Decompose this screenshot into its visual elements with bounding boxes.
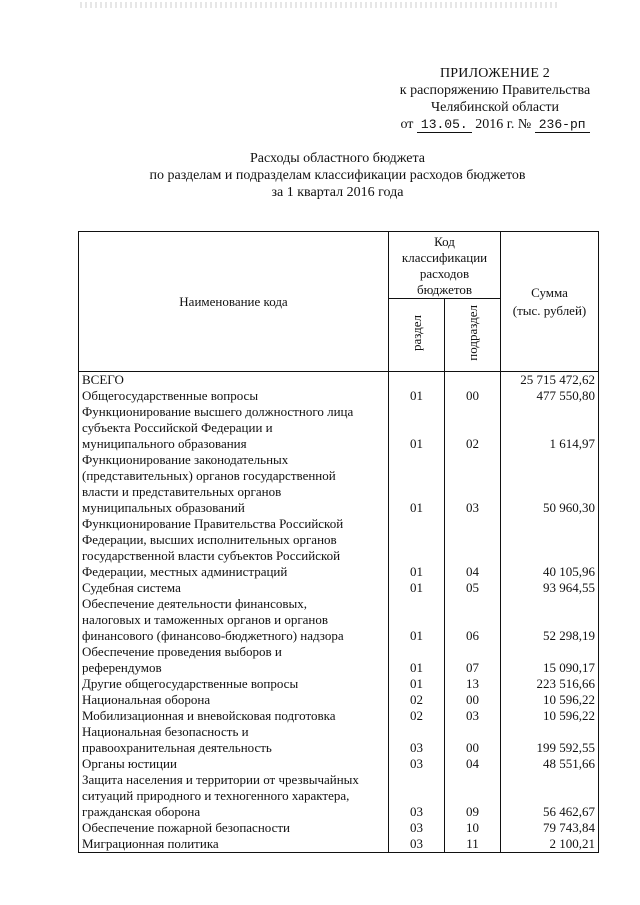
row-name-line: Обеспечение проведения выборов и xyxy=(82,644,282,659)
table-row xyxy=(79,516,599,580)
header-section: раздел xyxy=(389,299,445,372)
row-subsection: 13 xyxy=(445,676,501,692)
row-subsection: 09 xyxy=(445,772,501,820)
row-subsection xyxy=(445,372,501,389)
row-section: 03 xyxy=(389,772,445,820)
header-sum: Сумма (тыс. рублей) xyxy=(501,232,599,372)
budget-table xyxy=(78,231,599,853)
row-name xyxy=(79,644,389,676)
appendix-title: ПРИЛОЖЕНИЕ 2 xyxy=(439,66,551,81)
row-subsection: 04 xyxy=(445,516,501,580)
appendix-line-2: к распоряжению Правительства xyxy=(399,83,591,98)
row-section: 01 xyxy=(389,388,445,404)
year-number-label: 2016 г. № xyxy=(475,117,532,132)
row-name-line: референдумов xyxy=(82,660,162,675)
table-row xyxy=(79,676,599,692)
row-subsection: 00 xyxy=(445,388,501,404)
table-row xyxy=(79,692,599,708)
row-name-line: Миграционная политика xyxy=(82,836,219,851)
row-sum: 52 298,19 xyxy=(501,596,599,644)
table-row xyxy=(79,372,599,389)
row-name xyxy=(79,724,389,756)
row-name xyxy=(79,836,389,853)
row-subsection: 11 xyxy=(445,836,501,853)
row-sum: 50 960,30 xyxy=(501,452,599,516)
row-sum: 10 596,22 xyxy=(501,708,599,724)
row-name-line: Другие общегосударственные вопросы xyxy=(82,676,299,691)
row-name xyxy=(79,708,389,724)
row-subsection: 00 xyxy=(445,724,501,756)
row-sum: 199 592,55 xyxy=(501,724,599,756)
row-subsection: 10 xyxy=(445,820,501,836)
row-name xyxy=(79,692,389,708)
row-subsection: 06 xyxy=(445,596,501,644)
row-sum: 25 715 472,62 xyxy=(501,372,599,389)
row-name-line: Федерации, высших исполнительных органов xyxy=(82,532,337,547)
row-section: 01 xyxy=(389,596,445,644)
table-row xyxy=(79,756,599,772)
row-name-line: Обеспечение деятельности финансовых, xyxy=(82,596,307,611)
row-name-line: ВСЕГО xyxy=(82,372,124,387)
row-subsection: 05 xyxy=(445,580,501,596)
row-name-line: Национальная безопасность и xyxy=(82,724,249,739)
row-section: 01 xyxy=(389,516,445,580)
row-name-line: ситуаций природного и техногенного характера, xyxy=(82,788,350,803)
row-sum: 48 551,66 xyxy=(501,756,599,772)
header-name: Наименование кода xyxy=(79,232,389,372)
row-section: 03 xyxy=(389,836,445,853)
row-section: 01 xyxy=(389,404,445,452)
row-name-line: муниципальных образований xyxy=(82,500,245,515)
row-section: 01 xyxy=(389,676,445,692)
table-row xyxy=(79,644,599,676)
row-section: 01 xyxy=(389,644,445,676)
row-sum: 477 550,80 xyxy=(501,388,599,404)
row-subsection: 03 xyxy=(445,452,501,516)
row-name-line: правоохранительная деятельность xyxy=(82,740,272,755)
row-name-line: гражданская оборона xyxy=(82,804,201,819)
table-row xyxy=(79,708,599,724)
document-title xyxy=(80,150,595,201)
row-section: 03 xyxy=(389,756,445,772)
date-value: 13.05. xyxy=(417,118,472,133)
row-name xyxy=(79,756,389,772)
row-name-line: Судебная система xyxy=(82,580,181,595)
table-row xyxy=(79,452,599,516)
row-name xyxy=(79,388,389,404)
table-row xyxy=(79,724,599,756)
row-name xyxy=(79,516,389,580)
table-row xyxy=(79,596,599,644)
row-name xyxy=(79,820,389,836)
table-row xyxy=(79,580,599,596)
header-code-group: Код классификации расходов бюджетов xyxy=(389,232,501,299)
row-name-line: Мобилизационная и вневойсковая подготовка xyxy=(82,708,336,723)
row-name-line: власти и представительных органов xyxy=(82,484,282,499)
row-section: 02 xyxy=(389,708,445,724)
row-sum: 79 743,84 xyxy=(501,820,599,836)
row-name-line: Федерации, местных администраций xyxy=(82,564,288,579)
row-name xyxy=(79,772,389,820)
table-body xyxy=(79,372,599,853)
table-row xyxy=(79,388,599,404)
row-name xyxy=(79,452,389,516)
row-section: 02 xyxy=(389,692,445,708)
row-section: 01 xyxy=(389,452,445,516)
row-name-line: Функционирование Правительства Российской xyxy=(82,516,344,531)
row-name xyxy=(79,372,389,389)
row-name xyxy=(79,596,389,644)
row-sum: 15 090,17 xyxy=(501,644,599,676)
table-row xyxy=(79,836,599,853)
appendix-block xyxy=(370,65,620,133)
row-sum: 56 462,67 xyxy=(501,772,599,820)
row-name-line: Функционирование законодательных xyxy=(82,452,289,467)
row-sum: 10 596,22 xyxy=(501,692,599,708)
row-subsection: 03 xyxy=(445,708,501,724)
row-name-line: финансового (финансово-бюджетного) надзора xyxy=(82,628,344,643)
appendix-date-line xyxy=(370,116,620,133)
from-prefix: от xyxy=(400,117,414,132)
title-line-3: за 1 квартал 2016 года xyxy=(271,185,404,200)
row-name-line: налоговых и таможенных органов и органов xyxy=(82,612,329,627)
row-name-line: Органы юстиции xyxy=(82,756,177,771)
row-subsection: 00 xyxy=(445,692,501,708)
row-section: 03 xyxy=(389,820,445,836)
row-name-line: Функционирование высшего должностного лица xyxy=(82,404,354,419)
row-section: 03 xyxy=(389,724,445,756)
row-sum: 40 105,96 xyxy=(501,516,599,580)
row-sum: 1 614,97 xyxy=(501,404,599,452)
row-subsection: 04 xyxy=(445,756,501,772)
table-row xyxy=(79,772,599,820)
title-line-1: Расходы областного бюджета xyxy=(249,151,425,166)
row-name xyxy=(79,404,389,452)
row-name-line: Обеспечение пожарной безопасности xyxy=(82,820,291,835)
row-sum: 2 100,21 xyxy=(501,836,599,853)
scan-artifact xyxy=(80,2,560,8)
order-number: 236-рп xyxy=(535,118,590,133)
title-line-2: по разделам и подразделам классификации расходов бюджетов xyxy=(149,168,526,183)
row-name-line: (представительных) органов государственной xyxy=(82,468,336,483)
row-section: 01 xyxy=(389,580,445,596)
row-name-line: Национальная оборона xyxy=(82,692,211,707)
row-sum: 223 516,66 xyxy=(501,676,599,692)
table-row xyxy=(79,404,599,452)
appendix-line-3: Челябинской области xyxy=(431,100,559,115)
row-name-line: субъекта Российской Федерации и xyxy=(82,420,273,435)
row-name-line: Защита населения и территории от чрезвычайных xyxy=(82,772,359,787)
row-subsection: 02 xyxy=(445,404,501,452)
row-sum: 93 964,55 xyxy=(501,580,599,596)
row-name-line: Общегосударственные вопросы xyxy=(82,388,259,403)
row-subsection: 07 xyxy=(445,644,501,676)
row-name-line: муниципального образования xyxy=(82,436,247,451)
row-section xyxy=(389,372,445,389)
header-subsection: подраздел xyxy=(445,299,501,372)
row-name xyxy=(79,580,389,596)
table-row xyxy=(79,820,599,836)
row-name xyxy=(79,676,389,692)
row-name-line: государственной власти субъектов Российской xyxy=(82,548,341,563)
